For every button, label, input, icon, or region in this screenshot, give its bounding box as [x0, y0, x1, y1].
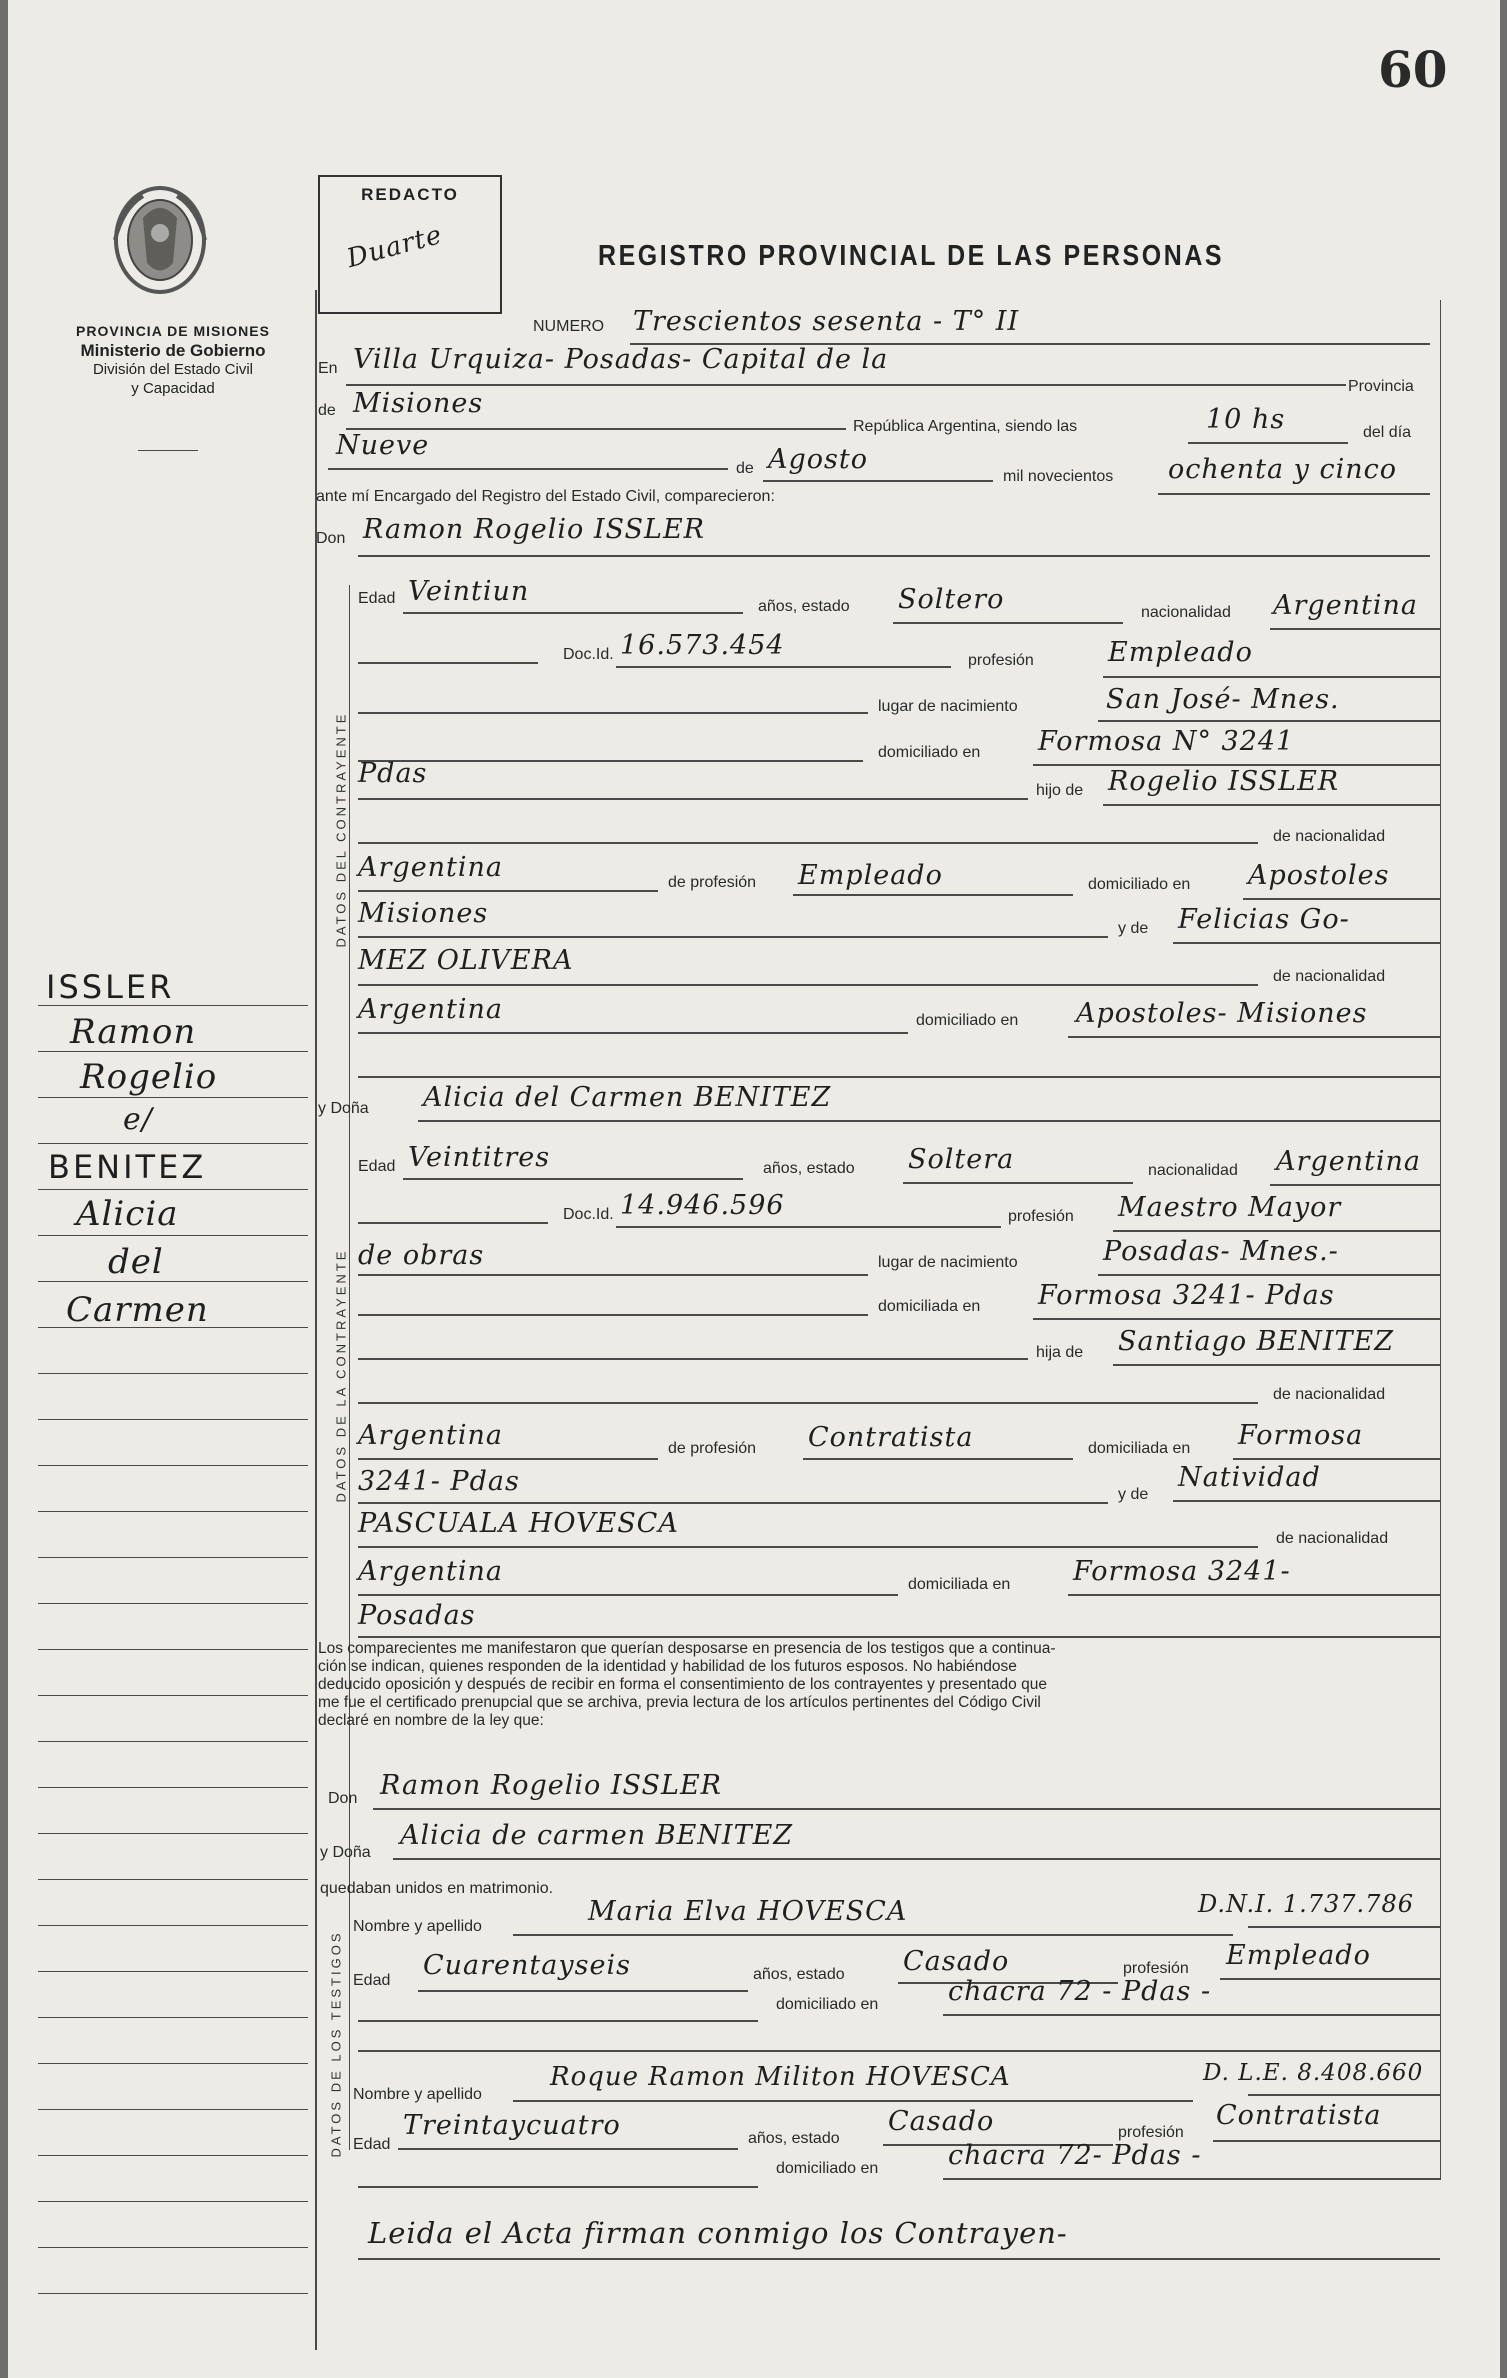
nacionalidad-f-value: Argentina: [1276, 1146, 1422, 1177]
edad-f-label: Edad: [358, 1158, 396, 1175]
padre-dom2-value: Misiones: [358, 898, 489, 929]
padre-f-dom2-value: 3241- Pdas: [358, 1466, 520, 1497]
margin-rule: [38, 1373, 308, 1374]
nacionalidad-label: nacionalidad: [1141, 604, 1231, 621]
margin-rule: [38, 2293, 308, 2294]
padre-prof-label: de profesión: [668, 874, 757, 891]
domicilio-label: domiciliado en: [878, 744, 981, 761]
org-province: PROVINCIA DE MISIONES: [76, 323, 270, 339]
margin-rule: [38, 1695, 308, 1696]
declaration-line-4: me fue el certificado prenupcial que se archiva, previa lectura de los artículos pertinentes del Código Civil: [318, 1694, 1041, 1711]
profesion-value: Empleado: [1108, 637, 1253, 668]
mes-value: Agosto: [768, 444, 868, 475]
margin-rule: [38, 1511, 308, 1512]
t1-edad-label: Edad: [353, 1972, 391, 1989]
t2-edad-label: Edad: [353, 2136, 391, 2153]
provincia-label: Provincia: [1348, 378, 1414, 395]
domicilio2-value: Pdas: [358, 758, 428, 789]
contrayente-f-side-label: DATOS DE LA CONTRAYENTE: [333, 1248, 349, 1503]
t2-nombre-label: Nombre y apellido: [353, 2086, 482, 2103]
en-value: Villa Urquiza- Posadas- Capital de la: [353, 344, 889, 375]
margin-rule: [38, 1465, 308, 1466]
lugar-label: lugar de nacimiento: [878, 698, 1018, 715]
ante-text: ante mí Encargado del Registro del Estado Civil, comparecieron:: [316, 488, 775, 505]
profesion2-f-value: de obras: [358, 1240, 485, 1271]
org-ministry: Ministerio de Gobierno: [80, 341, 266, 360]
nacionalidad-f-label: nacionalidad: [1148, 1162, 1238, 1179]
margin-rule: [38, 1603, 308, 1604]
margin-rule: [38, 1649, 308, 1650]
edad-f-value: Veintitres: [408, 1142, 551, 1173]
padre-prof-value: Empleado: [798, 860, 943, 891]
margin-rule: [38, 1143, 308, 1144]
t2-prof-value: Contratista: [1216, 2100, 1382, 2131]
margin-surname-1: ISSLER: [46, 968, 175, 1006]
t1-dom-label: domiciliado en: [776, 1996, 879, 2013]
domicilio-f-label: domiciliada en: [878, 1298, 981, 1315]
madre-dom-label: domiciliado en: [916, 1012, 1019, 1029]
margin-rule: [38, 2063, 308, 2064]
declaration-text: [318, 1640, 1443, 1730]
declaration-line-5: declaré en nombre de la ley que:: [318, 1712, 544, 1729]
margin-rule: [38, 1925, 308, 1926]
madre-value: Felicias Go-: [1178, 904, 1350, 935]
republica-text: República Argentina, siendo las: [853, 418, 1078, 435]
de-label: de: [318, 402, 336, 419]
lugar-value: San José- Mnes.: [1106, 684, 1340, 715]
padre-f-prof-label: de profesión: [668, 1440, 757, 1457]
doc-f-label: Doc.Id.: [563, 1206, 614, 1223]
declaration-line-3: deducido oposición y después de recibir en forma el consentimiento de los contrayentes y presentado que: [318, 1676, 1047, 1693]
domicilio-f-value: Formosa 3241- Pdas: [1038, 1280, 1335, 1311]
t2-nombre-value: Roque Ramon Militon HOVESCA: [550, 2062, 1011, 2092]
doc-value: 16.573.454: [620, 630, 785, 661]
madre-f-value: Natividad: [1178, 1462, 1321, 1493]
margin-name-3: Alicia: [76, 1194, 179, 1234]
dona-label: y Doña: [318, 1100, 369, 1117]
margin-name-1: Ramon: [70, 1012, 197, 1052]
decl-dona-label: y Doña: [320, 1844, 371, 1861]
document-page: [8, 0, 1500, 2378]
y-de-f-label: y de: [1118, 1486, 1149, 1503]
declaration-line-2: ción se indican, quienes responden de la identidad y habilidad de los futuros esposos. No habiéndose: [318, 1658, 1017, 1675]
padre-f-value: Santiago BENITEZ: [1118, 1326, 1395, 1357]
dia-value: Nueve: [336, 430, 430, 461]
decl-don-label: Don: [328, 1790, 358, 1807]
don-label: Don: [316, 530, 346, 547]
t2-doc-value: D. L.E. 8.408.660: [1203, 2060, 1424, 2086]
doc-f-value: 14.946.596: [620, 1190, 785, 1221]
numero-value: Trescientos sesenta - T° II: [633, 306, 1020, 337]
provincia-value: Misiones: [353, 388, 484, 419]
y-de-label: y de: [1118, 920, 1149, 937]
madre2-value: MEZ OLIVERA: [358, 945, 574, 976]
t1-nombre-value: Maria Elva HOVESCA: [588, 1896, 908, 1927]
de-mes-label: de: [736, 460, 754, 477]
padre-dom-value: Apostoles: [1248, 860, 1390, 891]
decl-dona-value: Alicia de carmen BENITEZ: [400, 1820, 794, 1851]
document-title: REGISTRO PROVINCIAL DE LAS PERSONAS: [598, 240, 1225, 272]
margin-rule: [38, 1189, 308, 1190]
t2-edad-value: Treintaycuatro: [403, 2110, 621, 2141]
testigos-side-label: DATOS DE LOS TESTIGOS: [328, 1930, 344, 2158]
margin-rule: [38, 1281, 308, 1282]
page-number: 60: [1378, 40, 1448, 99]
margin-conjunction: e/: [123, 1102, 153, 1137]
t2-estado-value: Casado: [888, 2106, 995, 2137]
t1-estado-value: Casado: [903, 1946, 1010, 1977]
domicilio-value: Formosa N° 3241: [1038, 726, 1295, 757]
hijo-de-label: hijo de: [1036, 782, 1084, 799]
margin-rule: [38, 2155, 308, 2156]
t1-edad-value: Cuarentayseis: [423, 1950, 631, 1981]
madre-nac-value: Argentina: [358, 994, 504, 1025]
redacto-value: Duarte: [343, 219, 446, 275]
margin-name-5: Carmen: [66, 1290, 209, 1330]
madre2-f-value: PASCUALA HOVESCA: [358, 1508, 679, 1539]
org-division: División del Estado Civil: [92, 361, 254, 378]
profesion-f-value: Maestro Mayor: [1118, 1192, 1342, 1223]
madre-f-dom2-value: Posadas: [358, 1600, 476, 1631]
estado-f-value: Soltera: [908, 1144, 1015, 1175]
nacionalidad-value: Argentina: [1273, 590, 1419, 621]
lugar-f-label: lugar de nacimiento: [878, 1254, 1018, 1271]
t2-anios-label: años, estado: [748, 2130, 840, 2147]
margin-rule: [38, 1557, 308, 1558]
t1-anios-label: años, estado: [753, 1966, 845, 1983]
margin-rule: [38, 1787, 308, 1788]
anios-f-label: años, estado: [763, 1160, 855, 1177]
contrayente-side-label: DATOS DEL CONTRAYENTE: [333, 711, 349, 948]
padre-f-nac-value: Argentina: [358, 1420, 504, 1451]
margin-rule: [38, 2247, 308, 2248]
estado-value: Soltero: [898, 584, 1005, 615]
anios-label: años, estado: [758, 598, 850, 615]
t1-prof-value: Empleado: [1226, 1940, 1371, 1971]
provincial-seal-icon: [103, 178, 218, 303]
padre-f-dom-label: domiciliada en: [1088, 1440, 1191, 1457]
hora-value: 10 hs: [1206, 404, 1286, 435]
anio-value: ochenta y cinco: [1168, 454, 1398, 485]
margin-rule: [38, 2017, 308, 2018]
del-dia-label: del día: [1363, 424, 1412, 441]
edad-value: Veintiun: [408, 576, 530, 607]
t1-dom-value: chacra 72 - Pdas -: [948, 1976, 1212, 2007]
redacto-box: [318, 175, 502, 314]
closing-text: Leida el Acta firman conmigo los Contrayen-: [368, 2216, 1068, 2250]
t1-prof-label: profesión: [1123, 1960, 1189, 1977]
profesion-label: profesión: [968, 652, 1034, 669]
org-block: [33, 322, 313, 398]
margin-rule: [38, 2109, 308, 2110]
madre-f-nac-value: Argentina: [358, 1556, 504, 1587]
padre-f-dom-value: Formosa: [1238, 1420, 1364, 1451]
don-value: Ramon Rogelio ISSLER: [363, 514, 705, 545]
t1-nombre-label: Nombre y apellido: [353, 1918, 482, 1935]
madre-nac-label: de nacionalidad: [1273, 968, 1386, 985]
declaration-line-1: Los comparecientes me manifestaron que querían desposarse en presencia de los testigos que a continua-: [318, 1640, 1056, 1657]
mil-label: mil novecientos: [1003, 468, 1114, 485]
margin-name-2: Rogelio: [80, 1057, 218, 1097]
padre-nac-value: Argentina: [358, 852, 504, 883]
margin-surname-2: BENITEZ: [48, 1148, 207, 1186]
t1-doc-value: D.N.I. 1.737.786: [1198, 1890, 1414, 1918]
margin-rule: [38, 1971, 308, 1972]
margin-rule: [38, 1419, 308, 1420]
madre-dom-value: Apostoles- Misiones: [1076, 998, 1368, 1029]
hija-de-label: hija de: [1036, 1344, 1084, 1361]
lugar-f-value: Posadas- Mnes.-: [1103, 1236, 1339, 1267]
org-capacidad: y Capacidad: [131, 380, 215, 397]
decl-don-value: Ramon Rogelio ISSLER: [380, 1770, 722, 1801]
en-label: En: [318, 360, 338, 377]
padre-value: Rogelio ISSLER: [1108, 766, 1340, 797]
t2-dom-value: chacra 72- Pdas -: [948, 2140, 1202, 2171]
numero-label: NUMERO: [533, 318, 605, 335]
padre-dom-label: domiciliado en: [1088, 876, 1191, 893]
madre-f-dom-value: Formosa 3241-: [1073, 1556, 1291, 1587]
padre-f-prof-value: Contratista: [808, 1422, 974, 1453]
margin-rule: [38, 1235, 308, 1236]
doc-label: Doc.Id.: [563, 646, 614, 663]
quedaban-text: quedaban unidos en matrimonio.: [320, 1880, 554, 1897]
t2-prof-label: profesión: [1118, 2124, 1184, 2141]
padre-f-nac-label: de nacionalidad: [1273, 1386, 1386, 1403]
margin-rule: [38, 1097, 308, 1098]
madre-f-nac-label: de nacionalidad: [1276, 1530, 1389, 1547]
margin-name-4: del: [108, 1242, 164, 1282]
dona-value: Alicia del Carmen BENITEZ: [423, 1082, 832, 1113]
margin-rule: [38, 1879, 308, 1880]
edad-label: Edad: [358, 590, 396, 607]
margin-rule: [38, 1833, 308, 1834]
t2-dom-label: domiciliado en: [776, 2160, 879, 2177]
madre-f-dom-label: domiciliada en: [908, 1576, 1011, 1593]
margin-rule: [38, 1741, 308, 1742]
profesion-f-label: profesión: [1008, 1208, 1074, 1225]
margin-rule: [38, 2201, 308, 2202]
padre-nac-label: de nacionalidad: [1273, 828, 1386, 845]
redacto-label: REDACTO: [361, 185, 459, 204]
